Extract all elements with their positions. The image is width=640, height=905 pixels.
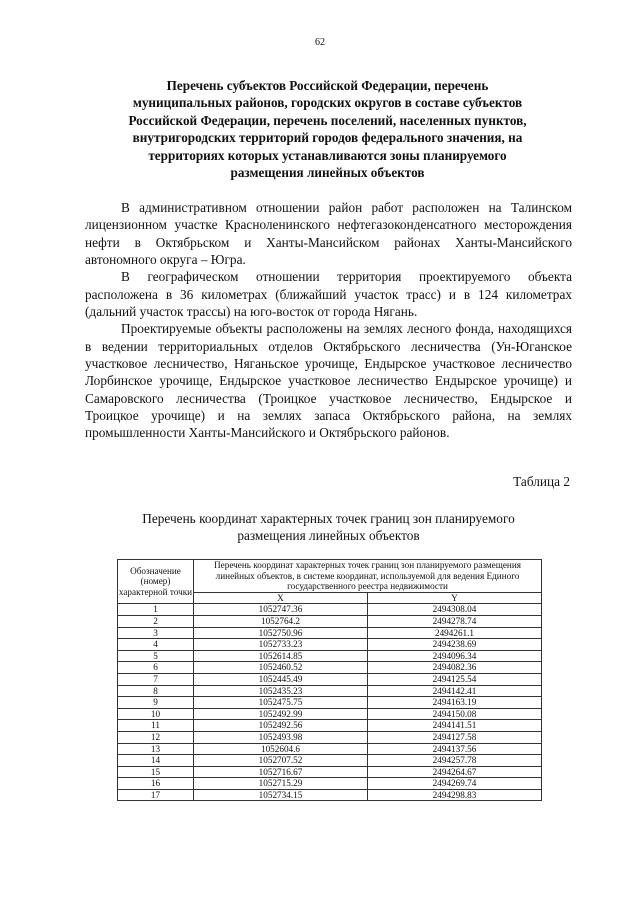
y-coordinate-cell: 2494082.36 xyxy=(368,662,542,674)
table-row xyxy=(118,615,542,627)
paragraph-land-categories: Проектируемые объекты расположены на землях лесного фонда, находящихся в ведении территориальных отделов Октябрьского лесничества (Ун-Юганское участковое лесничество, Няганьское урочище, Ендырское участковое лесничество Лорбинское урочище, Ендырское участковое лесничество Ендырское урочище) и Самаровского лесничества (Троицкое участковое лесничество, Ендырское и Троицкое урочище) и на землях запаса Октябрьского района, на землях промышленности Ханты-Мансийского и Октябрьского районов. xyxy=(85,321,572,441)
point-number-cell: 8 xyxy=(118,685,194,697)
x-coordinate-cell: 1052715.29 xyxy=(194,778,368,790)
y-coordinate-cell: 2494298.83 xyxy=(368,789,542,801)
table-row xyxy=(118,627,542,639)
y-coordinate-cell: 2494264.67 xyxy=(368,766,542,778)
x-coordinate-cell: 1052747.36 xyxy=(194,604,368,616)
paragraph-geographic-location: В географическом отношении территория проектируемого объекта расположена в 36 километрах (ближайший участок трасс) и в 124 километрах (дальний участок трассы) на юго-восток от города Нягань. xyxy=(85,269,572,320)
point-number-cell: 11 xyxy=(118,720,194,732)
table-row xyxy=(118,639,542,651)
point-number-cell: 14 xyxy=(118,755,194,767)
table-row xyxy=(118,789,542,801)
y-coordinate-cell: 2494269.74 xyxy=(368,778,542,790)
table-row xyxy=(118,766,542,778)
table-row xyxy=(118,650,542,662)
point-number-cell: 17 xyxy=(118,789,194,801)
paragraph-administrative-location: В административном отношении район работ расположен на Талинском лицензионном участке Красноленинского нефтегазоконденсатного месторождения нефти в Октябрьском и Ханты-Мансийском районах Ханты-Мансийского автономного округа – Югра. xyxy=(85,200,572,268)
point-number-cell: 10 xyxy=(118,708,194,720)
table-row xyxy=(118,604,542,616)
coordinates-group-header: Перечень координат характерных точек границ зон планируемого размещения линейных объектов, в системе координат, используемой для ведения Единого государственного реестра недвижимости xyxy=(194,560,542,593)
point-number-cell: 7 xyxy=(118,673,194,685)
table-row xyxy=(118,731,542,743)
y-coordinate-cell: 2494163.19 xyxy=(368,697,542,709)
x-coordinate-cell: 1052435.23 xyxy=(194,685,368,697)
caption-line: размещения линейных объектов xyxy=(237,528,420,544)
point-number-cell: 12 xyxy=(118,731,194,743)
x-coordinate-cell: 1052493.98 xyxy=(194,731,368,743)
point-number-cell: 2 xyxy=(118,615,194,627)
y-coordinate-cell: 2494096.34 xyxy=(368,650,542,662)
x-coordinate-cell: 1052614.85 xyxy=(194,650,368,662)
x-coordinate-cell: 1052733.23 xyxy=(194,639,368,651)
table-row xyxy=(118,778,542,790)
y-coordinate-cell: 2494238.69 xyxy=(368,639,542,651)
table-row xyxy=(118,720,542,732)
document-title xyxy=(85,77,570,181)
point-number-cell: 9 xyxy=(118,697,194,709)
table-row xyxy=(118,673,542,685)
caption-line: Перечень координат характерных точек границ зон планируемого xyxy=(142,511,515,526)
title-line: территориях которых устанавливаются зоны планируемого xyxy=(148,147,507,163)
x-coordinate-cell: 1052492.56 xyxy=(194,720,368,732)
point-number-header: Обозначение (номер) характерной точки xyxy=(118,560,194,604)
title-line: Российской Федерации, перечень поселений, населенных пунктов, xyxy=(128,112,527,128)
point-number-cell: 16 xyxy=(118,778,194,790)
x-coordinate-cell: 1052492.99 xyxy=(194,708,368,720)
point-number-cell: 6 xyxy=(118,662,194,674)
y-coordinate-cell: 2494150.08 xyxy=(368,708,542,720)
point-number-cell: 4 xyxy=(118,639,194,651)
y-coordinate-cell: 2494137.56 xyxy=(368,743,542,755)
y-coordinate-cell: 2494257.78 xyxy=(368,755,542,767)
y-coordinate-cell: 2494142.41 xyxy=(368,685,542,697)
title-line: размещения линейных объектов xyxy=(230,165,425,181)
table-row xyxy=(118,743,542,755)
title-line: внутригородских территорий городов федерального значения, на xyxy=(132,130,523,146)
table-row xyxy=(118,755,542,767)
point-number-cell: 15 xyxy=(118,766,194,778)
table-row xyxy=(118,708,542,720)
y-coordinate-cell: 2494261.1 xyxy=(368,627,542,639)
page-number: 62 xyxy=(315,37,325,48)
table-row xyxy=(118,685,542,697)
point-number-cell: 1 xyxy=(118,604,194,616)
y-coordinate-cell: 2494278.74 xyxy=(368,615,542,627)
y-coordinate-cell: 2494141.51 xyxy=(368,720,542,732)
x-header: X xyxy=(194,592,368,604)
table-row xyxy=(118,662,542,674)
table-caption xyxy=(85,510,572,545)
x-coordinate-cell: 1052734.15 xyxy=(194,789,368,801)
x-coordinate-cell: 1052604.6 xyxy=(194,743,368,755)
x-coordinate-cell: 1052475.75 xyxy=(194,697,368,709)
title-line: муниципальных районов, городских округов в составе субъектов xyxy=(132,95,523,111)
point-number-cell: 3 xyxy=(118,627,194,639)
y-header: Y xyxy=(368,592,542,604)
y-coordinate-cell: 2494125.54 xyxy=(368,673,542,685)
x-coordinate-cell: 1052707.52 xyxy=(194,755,368,767)
point-number-cell: 13 xyxy=(118,743,194,755)
table-label: Таблица 2 xyxy=(513,474,570,489)
body-text xyxy=(85,199,572,442)
x-coordinate-cell: 1052716.67 xyxy=(194,766,368,778)
y-coordinate-cell: 2494308.04 xyxy=(368,604,542,616)
title-line: Перечень субъектов Российской Федерации, перечень xyxy=(166,78,489,93)
point-number-cell: 5 xyxy=(118,650,194,662)
coordinates-table xyxy=(117,559,542,801)
coordinates-table-body xyxy=(118,604,542,801)
table-row xyxy=(118,697,542,709)
x-coordinate-cell: 1052445.49 xyxy=(194,673,368,685)
x-coordinate-cell: 1052750.96 xyxy=(194,627,368,639)
y-coordinate-cell: 2494127.58 xyxy=(368,731,542,743)
x-coordinate-cell: 1052764.2 xyxy=(194,615,368,627)
x-coordinate-cell: 1052460.52 xyxy=(194,662,368,674)
